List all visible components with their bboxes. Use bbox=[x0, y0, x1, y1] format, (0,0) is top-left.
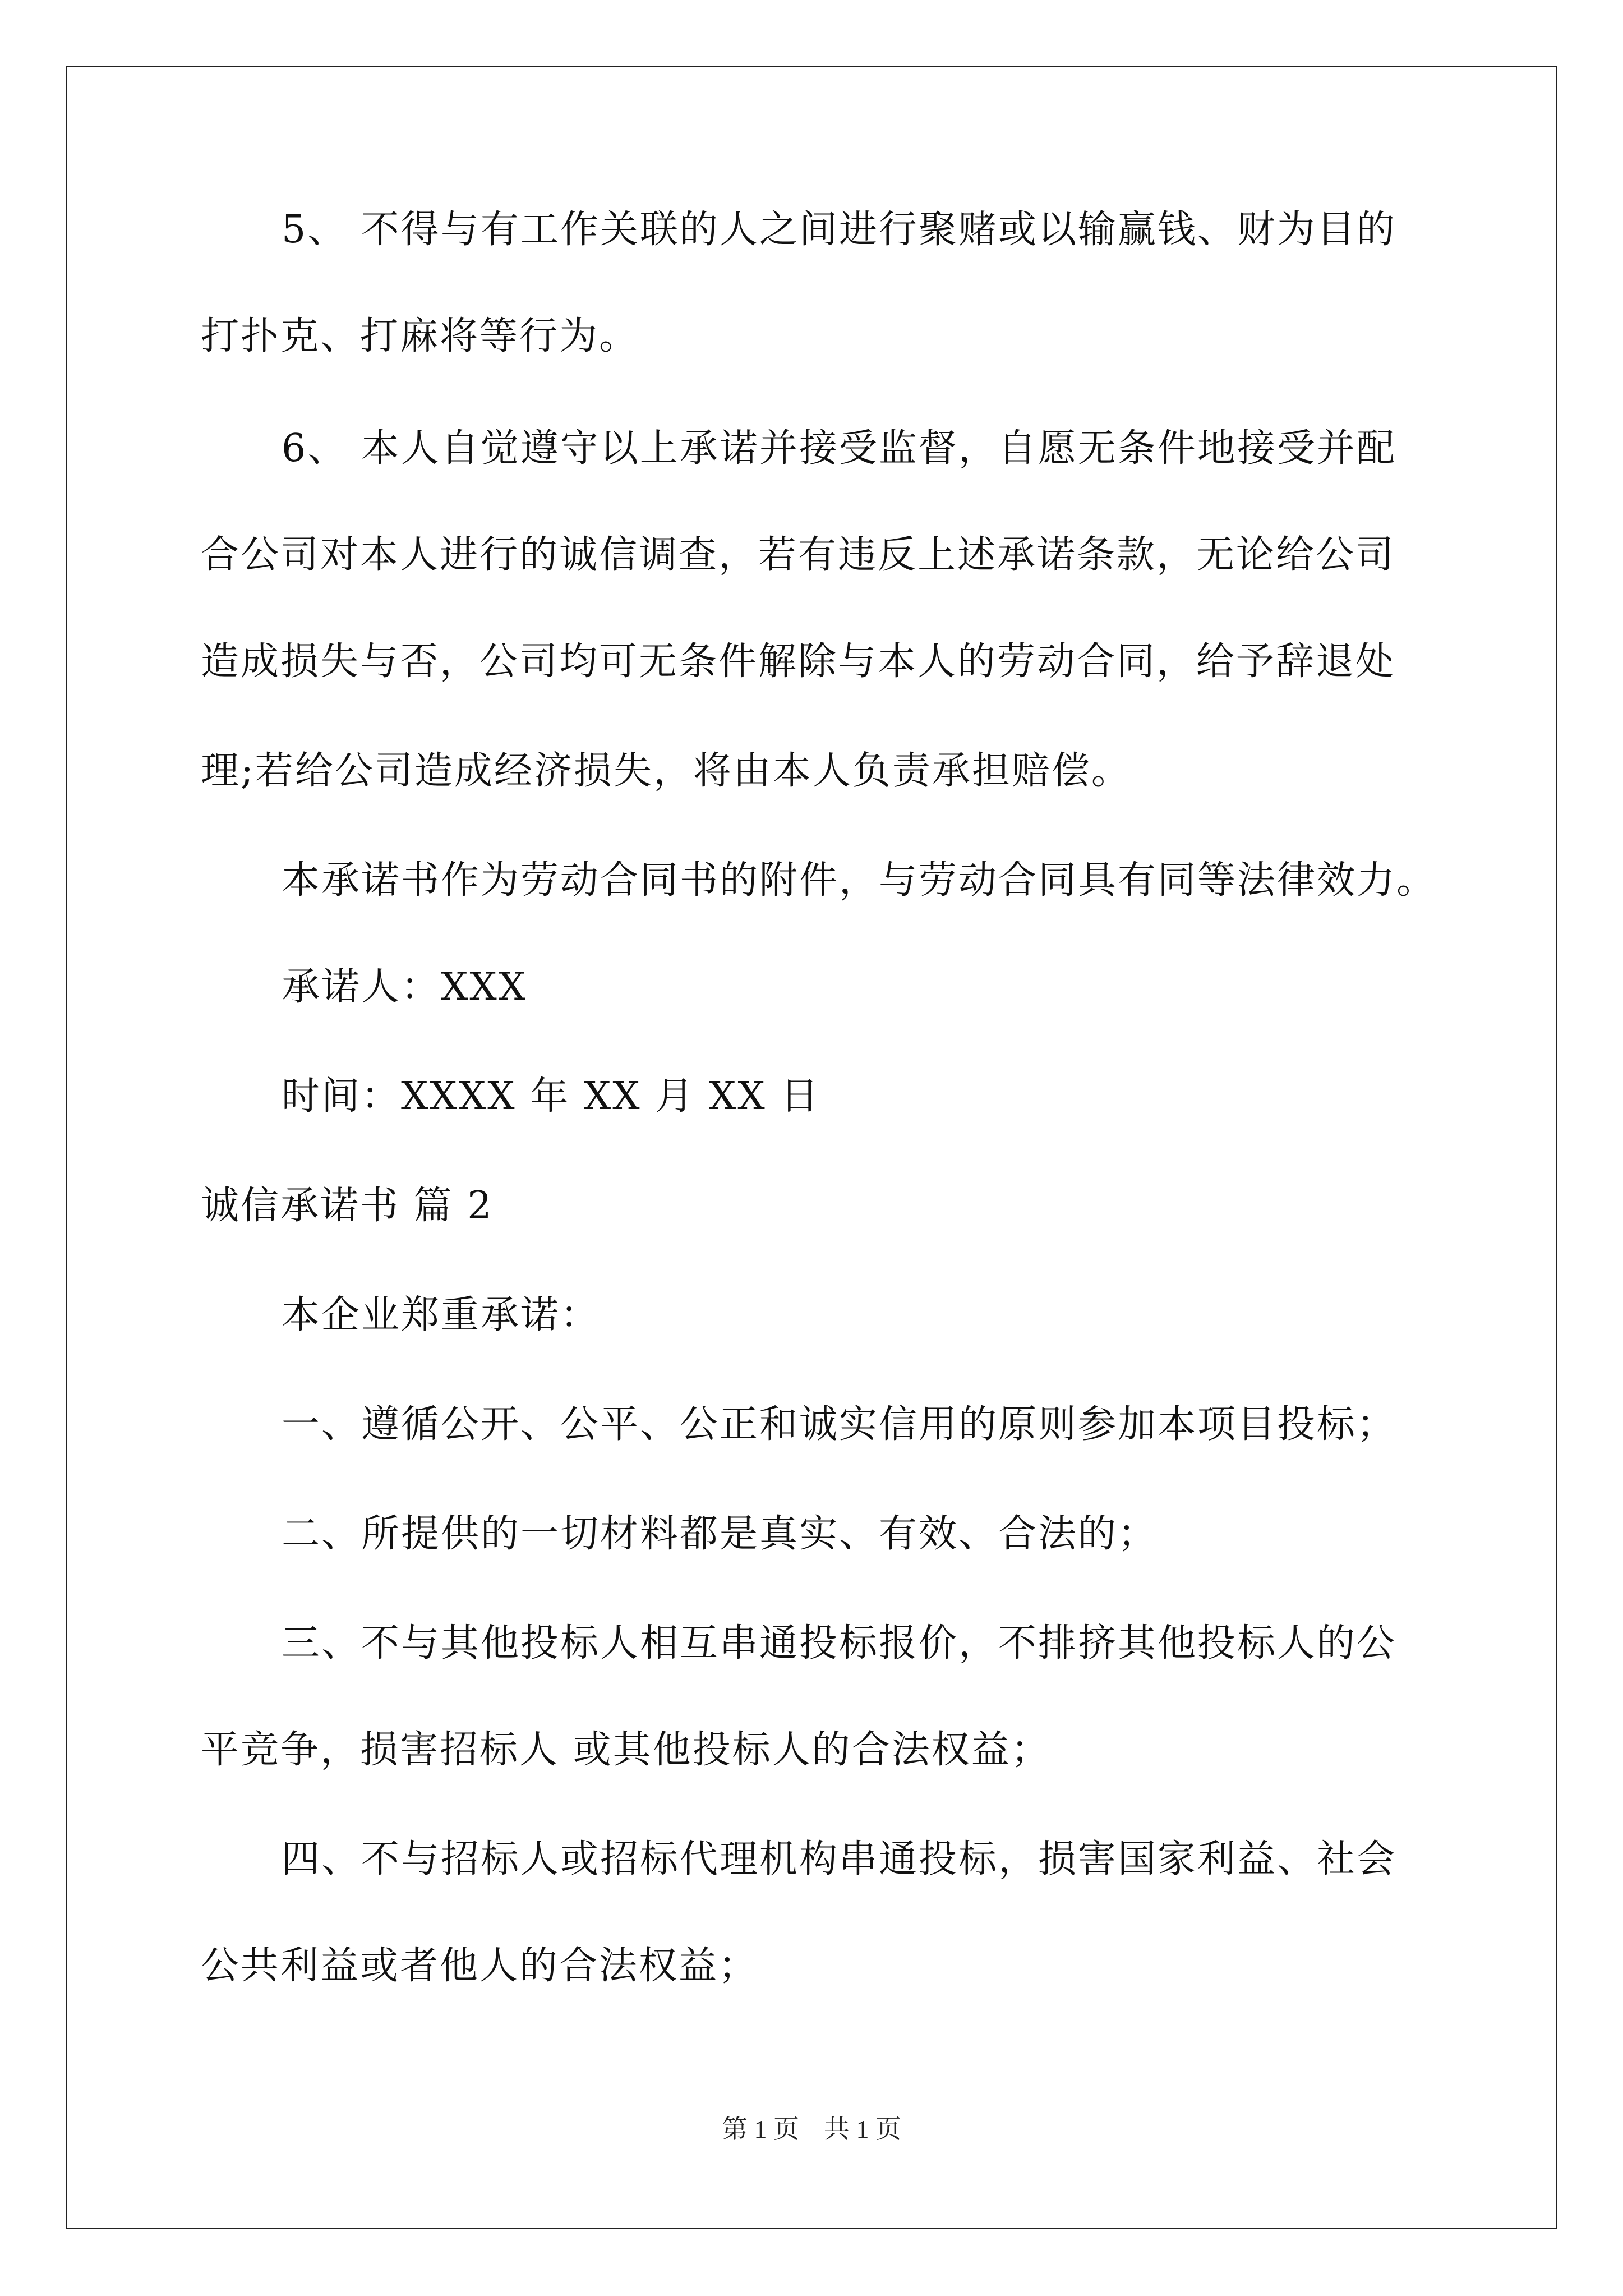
paragraph-line: 造成损失与否，公司均可无条件解除与本人的劳动合同，给予辞退处 bbox=[201, 639, 1396, 684]
section-heading: 诚信承诺书 篇 2 bbox=[201, 1184, 494, 1228]
signer-line: 承诺人：XXX bbox=[282, 965, 528, 1009]
page-footer bbox=[0, 2114, 1623, 2145]
paragraph-line: 公共利益或者他人的合法权益； bbox=[201, 1944, 759, 1988]
paragraph-line: 合公司对本人进行的诚信调查，若有违反上述承诺条款，无论给公司 bbox=[201, 533, 1396, 577]
paragraph-line: 平竞争，损害招标人 或其他投标人的合法权益； bbox=[201, 1728, 1051, 1772]
paragraph-line: 一、遵循公开、公平、公正和诚实信用的原则参加本项目投标； bbox=[282, 1402, 1397, 1447]
paragraph-line: 二、所提供的一切材料都是真实、有效、合法的； bbox=[282, 1512, 1158, 1556]
paragraph-line: 6、 本人自觉遵守以上承诺并接受监督，自愿无条件地接受并配 bbox=[282, 426, 1396, 471]
paragraph-line: 三、不与其他投标人相互串通投标报价，不排挤其他投标人的公 bbox=[282, 1621, 1397, 1665]
page-number: 第 1 页 bbox=[722, 2115, 799, 2143]
paragraph-line: 四、不与招标人或招标代理机构串通投标，损害国家利益、社会 bbox=[282, 1837, 1397, 1881]
paragraph-line: 理;若给公司造成经济损失，将由本人负责承担赔偿。 bbox=[201, 749, 1131, 793]
paragraph-line: 打扑克、打麻将等行为。 bbox=[201, 314, 639, 358]
paragraph-line: 5、 不得与有工作关联的人之间进行聚赌或以输赢钱、财为目的 bbox=[282, 208, 1396, 252]
total-pages: 共 1 页 bbox=[824, 2115, 901, 2143]
date-line: 时间：XXXX 年 XX 月 XX 日 bbox=[282, 1074, 820, 1119]
paragraph-line: 本企业郑重承诺： bbox=[282, 1293, 601, 1337]
page-border bbox=[66, 66, 1557, 2229]
paragraph-line: 本承诺书作为劳动合同书的附件，与劳动合同具有同等法律效力。 bbox=[282, 858, 1437, 903]
